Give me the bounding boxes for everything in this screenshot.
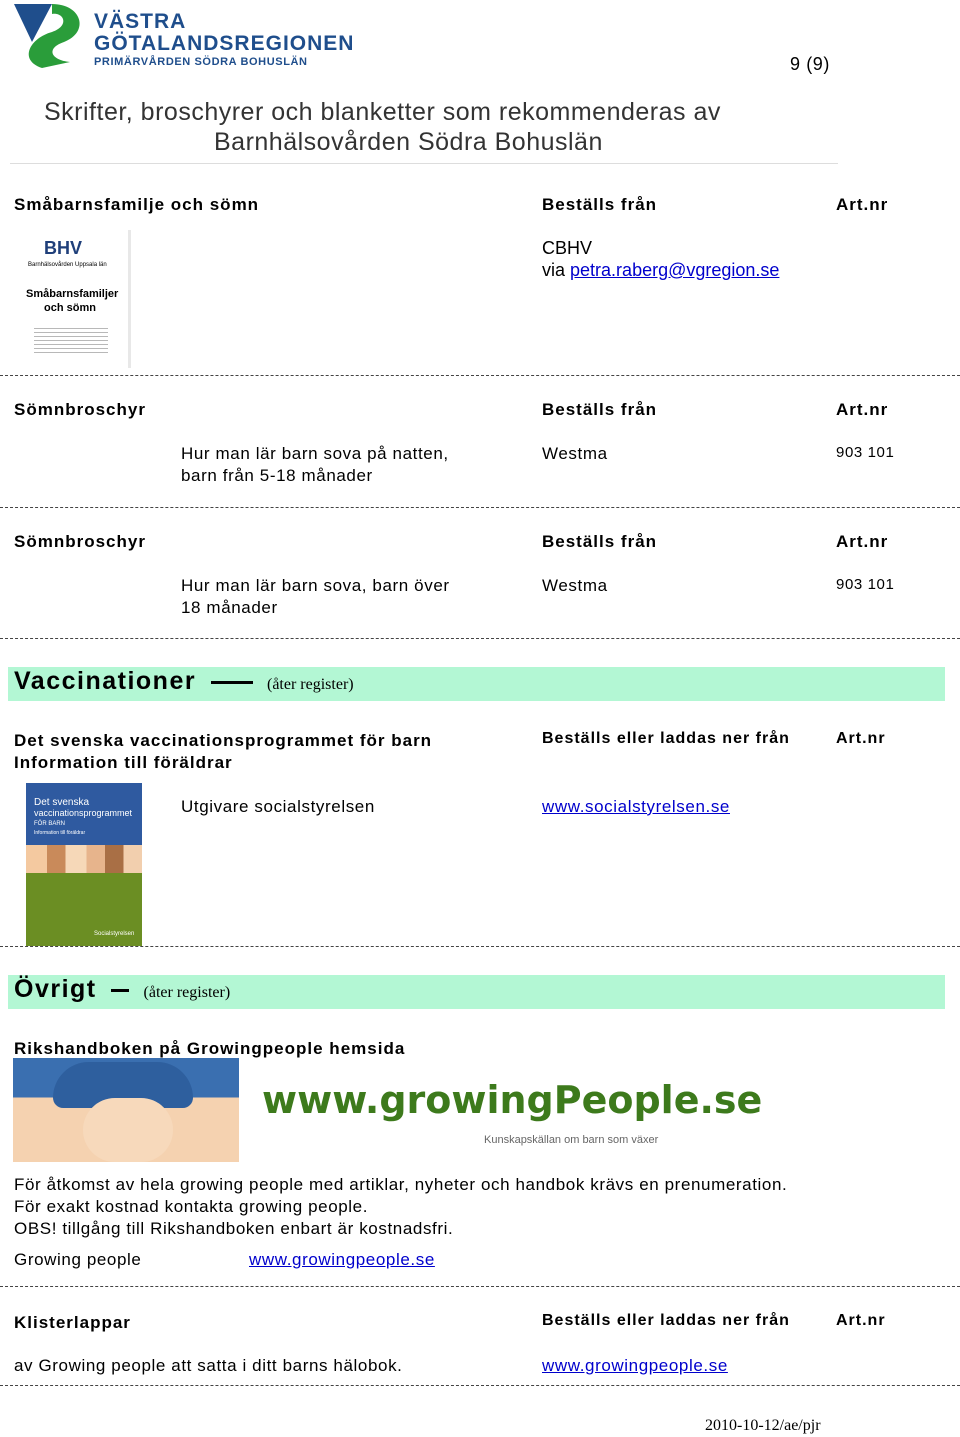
cover-title-1: Småbarnsfamiljer (26, 288, 119, 300)
baby-photo (13, 1058, 239, 1162)
separator (0, 946, 960, 947)
band-title (14, 667, 354, 696)
vacc-heading-2: Information till föräldrar (14, 753, 233, 772)
band-title-text: Övrigt (14, 975, 97, 1003)
info-text-2: För exakt kostnad kontakta growing people. (14, 1197, 369, 1216)
description-line-2: barn från 5-18 månader (181, 466, 373, 485)
growingpeople-link[interactable]: www.growingpeople.se (249, 1250, 435, 1269)
email-link[interactable]: petra.raberg@vgregion.se (570, 260, 780, 280)
page-number: 9 (9) (790, 54, 831, 74)
description-line-2: 18 månader (181, 598, 278, 617)
separator (0, 1286, 960, 1287)
brochure-cover-smabarn (14, 230, 131, 368)
order-label: Beställs eller laddas ner från (542, 730, 790, 747)
growingpeople-tagline: Kunskapskällan om barn som växer (484, 1134, 659, 1146)
vacc-heading-1: Det svenska vaccinationsprogrammet för barn (14, 731, 433, 750)
title-rule (10, 163, 838, 164)
order-label: Beställs från (542, 195, 658, 214)
cover-title-2: vaccinationsprogrammet (34, 808, 133, 818)
art-number: 903 101 (836, 444, 895, 461)
cover-text-block (34, 325, 108, 353)
order-name: CBHV (542, 238, 593, 258)
cover-subtitle: Barnhälsovården Uppsala län (28, 262, 107, 268)
section-band-vaccinationer (8, 667, 945, 701)
region-logo (12, 2, 355, 72)
supplier: Westma (542, 576, 608, 595)
socialstyrelsen-logo: Socialstyrelsen (94, 931, 135, 937)
section-band-ovrigt (8, 975, 945, 1009)
page-title-line-1: Skrifter, broschyrer och blanketter som rekommenderas av (44, 98, 721, 126)
brochure-cover-vaccination (26, 783, 142, 946)
contact-label: Growing people (14, 1250, 142, 1269)
description-line-1: Hur man lär barn sova, barn över (181, 576, 450, 595)
baby-face (83, 1098, 173, 1162)
art-number: 903 101 (836, 576, 895, 593)
back-to-register-link[interactable]: (åter register) (143, 984, 231, 1001)
art-label: Art.nr (836, 195, 889, 214)
art-label: Art.nr (836, 400, 889, 419)
growingpeople-link[interactable]: www.growingpeople.se (542, 1356, 728, 1375)
footer-date: 2010-10-12/ae/pjr (705, 1417, 821, 1434)
klisterlappar-heading: Klisterlappar (14, 1313, 131, 1332)
order-label: Beställs från (542, 532, 658, 551)
separator (0, 1385, 960, 1386)
description-line-1: Hur man lär barn sova på natten, (181, 444, 449, 463)
art-label: Art.nr (836, 730, 886, 747)
growingpeople-logo-text: www.growingPeople.se (262, 1078, 763, 1122)
info-text-1: För åtkomst av hela growing people med artiklar, nyheter och handbok krävs en prenumeration. (14, 1175, 788, 1194)
section-heading-somn-2: Sömnbroschyr (14, 532, 146, 551)
back-to-register-link[interactable]: (åter register) (266, 676, 354, 693)
klisterlappar-description: av Growing people att satta i ditt barns hälobok. (14, 1356, 403, 1375)
page-title-line-2: Barnhälsovården Södra Bohuslän (214, 128, 603, 156)
order-label: Beställs från (542, 400, 658, 419)
band-dash (111, 989, 129, 992)
region-logo-mark (12, 2, 90, 70)
order-label: Beställs eller laddas ner från (542, 1312, 790, 1329)
cover-title-1: Det svenska (34, 797, 90, 808)
via-label: via (542, 260, 566, 280)
art-label: Art.nr (836, 532, 889, 551)
cover-sub-2: Information till föräldrar (34, 830, 86, 836)
cover-title-2: och sömn (44, 302, 96, 314)
bhv-logo: BHV (44, 238, 83, 258)
cover-sub: FÖR BARN (34, 821, 66, 827)
publisher: Utgivare socialstyrelsen (181, 797, 375, 816)
info-text-3: OBS! tillgång till Rikshandboken enbart är kostnadsfri. (14, 1219, 454, 1238)
socialstyrelsen-link[interactable]: www.socialstyrelsen.se (542, 797, 730, 816)
separator (0, 375, 960, 376)
separator (0, 638, 960, 639)
growingpeople-banner (262, 1074, 763, 1152)
art-label: Art.nr (836, 1312, 886, 1329)
logo-line-2: GÖTALANDSREGIONEN (94, 32, 355, 55)
supplier: Westma (542, 444, 608, 463)
band-title (14, 975, 230, 1004)
separator (0, 507, 960, 508)
logo-line-1: VÄSTRA (94, 10, 187, 33)
section-heading-smabarn: Småbarnsfamilje och sömn (14, 195, 260, 214)
rikshandboken-heading: Rikshandboken på Growingpeople hemsida (14, 1039, 406, 1058)
logo-line-3: PRIMÄRVÅRDEN SÖDRA BOHUSLÄN (94, 56, 308, 68)
children-photo-strip (26, 845, 142, 873)
section-heading-somn-1: Sömnbroschyr (14, 400, 146, 419)
band-title-text: Vaccinationer (14, 667, 197, 695)
band-dash (211, 681, 253, 684)
